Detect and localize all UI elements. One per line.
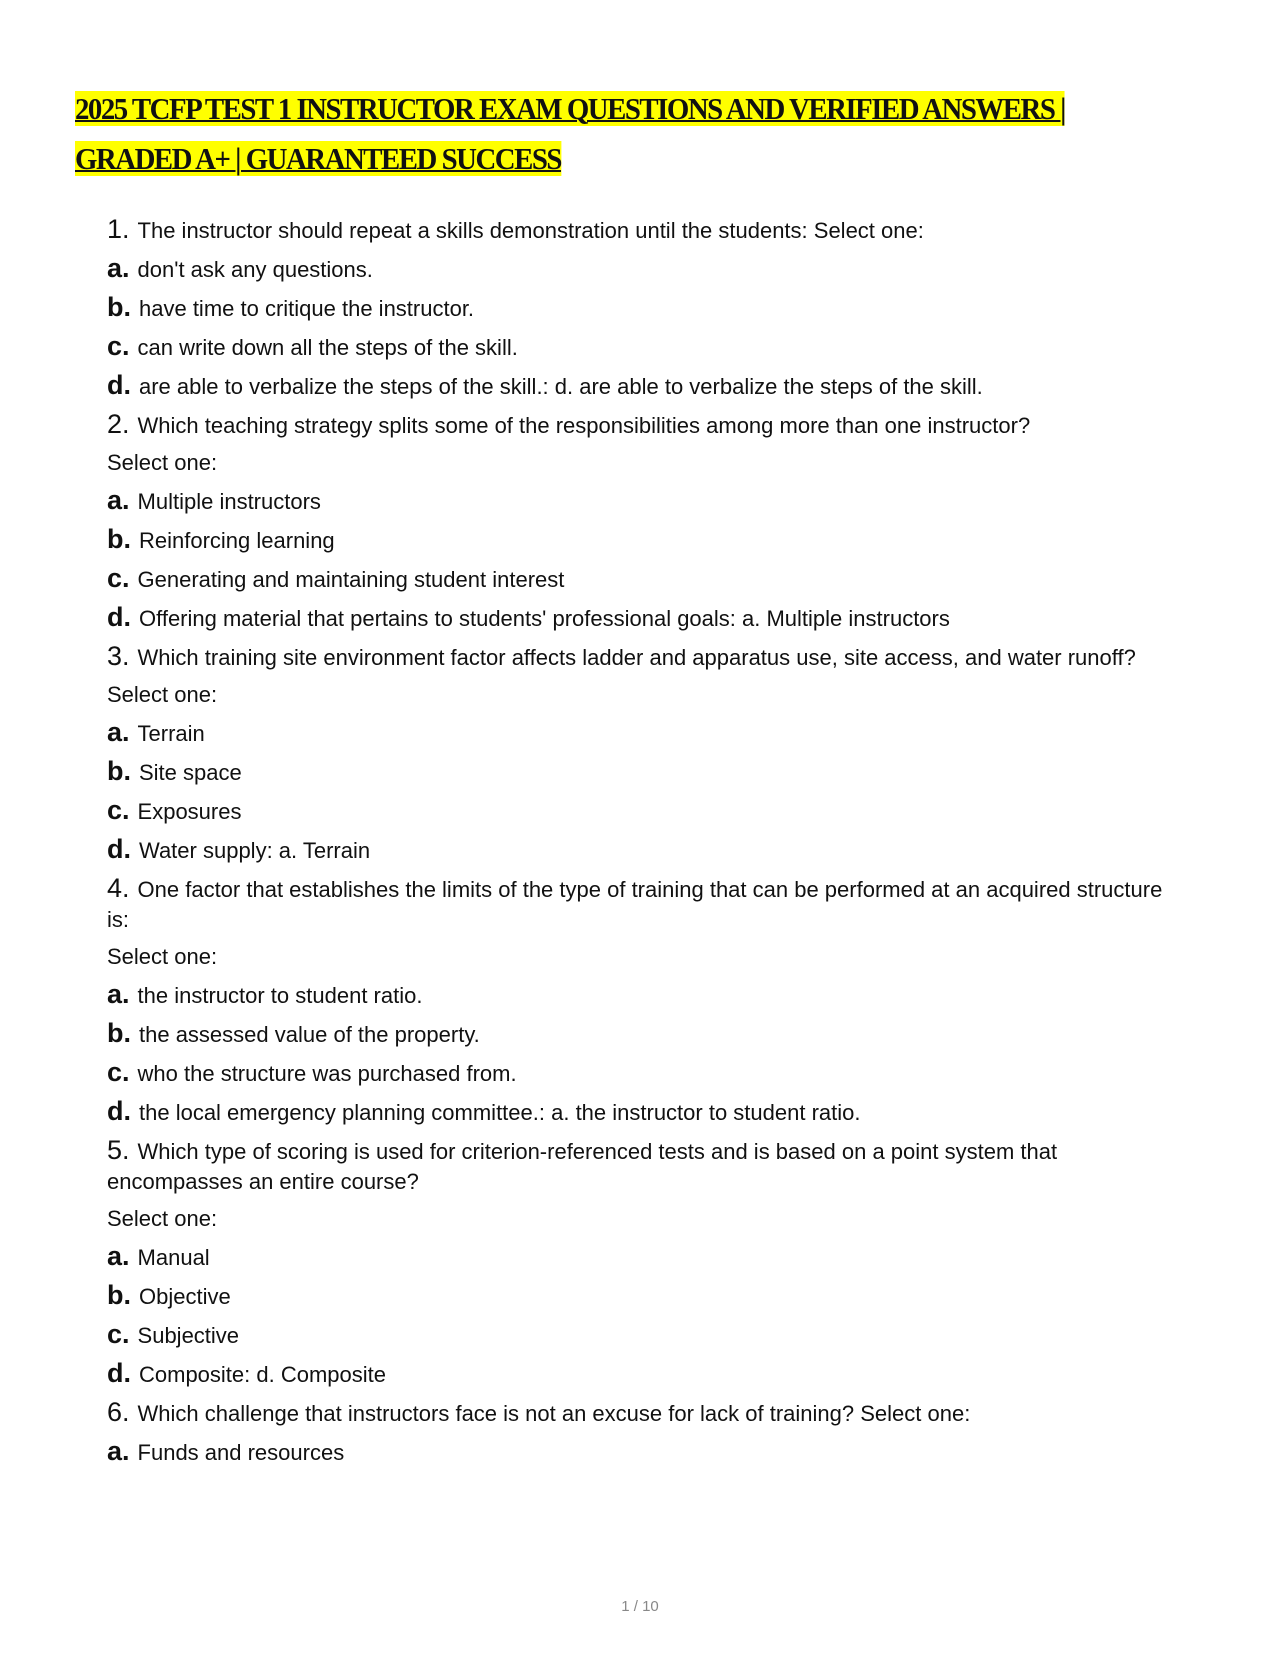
- option-letter: b.: [107, 756, 131, 786]
- question-text: [107, 214, 1167, 246]
- option-letter: d.: [107, 834, 131, 864]
- option-text: Subjective: [137, 1323, 240, 1348]
- option-text: Offering material that pertains to students' professional goals: a. Multiple instructors: [139, 606, 950, 631]
- select-one-label: Select one:: [107, 944, 218, 969]
- question-number: 5.: [107, 1135, 130, 1165]
- answer-option: [107, 1436, 1167, 1468]
- question-number: 2.: [107, 409, 130, 439]
- option-text: Objective: [139, 1284, 231, 1309]
- option-text: Manual: [137, 1245, 210, 1270]
- question-text: [107, 1135, 1167, 1197]
- answer-option: [107, 1057, 1167, 1089]
- answer-option: [107, 292, 1167, 324]
- option-letter: d.: [107, 1358, 131, 1388]
- question-text: [107, 873, 1167, 935]
- option-text: have time to critique the instructor.: [139, 296, 475, 321]
- option-letter: d.: [107, 1096, 131, 1126]
- answer-option: [107, 253, 1167, 285]
- answer-option: [107, 602, 1167, 634]
- option-letter: c.: [107, 795, 130, 825]
- option-text: Funds and resources: [137, 1440, 345, 1465]
- answer-option: [107, 331, 1167, 363]
- option-letter: c.: [107, 1319, 130, 1349]
- option-letter: a.: [107, 1241, 130, 1271]
- option-letter: b.: [107, 1280, 131, 1310]
- title-line-2: GRADED A+ | GUARANTEED SUCCESS: [75, 141, 561, 176]
- option-letter: a.: [107, 1436, 130, 1466]
- option-letter: d.: [107, 602, 131, 632]
- question-stem: Which teaching strategy splits some of the responsibilities among more than one instructor?: [137, 413, 1031, 438]
- option-text: Water supply: a. Terrain: [139, 838, 371, 863]
- title-line-1: 2025 TCFP TEST 1 INSTRUCTOR EXAM QUESTIONS AND VERIFIED ANSWERS |: [75, 91, 1065, 126]
- option-letter: d.: [107, 370, 131, 400]
- question-stem: Which challenge that instructors face is not an excuse for lack of training? Select one:: [137, 1401, 971, 1426]
- option-text: the assessed value of the property.: [139, 1022, 480, 1047]
- option-text: the instructor to student ratio.: [137, 983, 423, 1008]
- option-letter: a.: [107, 485, 130, 515]
- option-letter: a.: [107, 253, 130, 283]
- option-text: who the structure was purchased from.: [137, 1061, 517, 1086]
- question-number: 4.: [107, 873, 130, 903]
- answer-option: [107, 979, 1167, 1011]
- option-text: don't ask any questions.: [137, 257, 373, 282]
- answer-option: [107, 756, 1167, 788]
- option-text: Site space: [139, 760, 242, 785]
- question-stem: Which type of scoring is used for criterion-referenced tests and is based on a point system that encompasses an entire course?: [107, 1139, 1058, 1194]
- answer-option: [107, 524, 1167, 556]
- question-stem: The instructor should repeat a skills demonstration until the students: Select one:: [137, 218, 924, 243]
- answer-option: [107, 834, 1167, 866]
- answer-option: [107, 485, 1167, 517]
- question-text: [107, 1397, 1167, 1429]
- option-letter: c.: [107, 1057, 130, 1087]
- answer-option: [107, 1319, 1167, 1351]
- option-letter: b.: [107, 524, 131, 554]
- select-one-label: Select one:: [107, 1206, 218, 1231]
- answer-option: [107, 1241, 1167, 1273]
- option-letter: a.: [107, 979, 130, 1009]
- answer-option: [107, 1096, 1167, 1128]
- option-text: are able to verbalize the steps of the skill.: d. are able to verbalize the steps of the skill.: [139, 374, 983, 399]
- option-letter: c.: [107, 331, 130, 361]
- question-number: 3.: [107, 641, 130, 671]
- option-letter: b.: [107, 1018, 131, 1048]
- select-one-label: Select one:: [107, 450, 218, 475]
- option-text: Generating and maintaining student interest: [137, 567, 565, 592]
- document-title: [75, 84, 1117, 184]
- question-stem: One factor that establishes the limits of the type of training that can be performed at an acquired structure is:: [107, 877, 1163, 932]
- select-one-label: Select one:: [107, 682, 218, 707]
- question-number: 6.: [107, 1397, 130, 1427]
- answer-option: [107, 795, 1167, 827]
- answer-option: [107, 370, 1167, 402]
- question-stem: Which training site environment factor affects ladder and apparatus use, site access, and water runoff?: [137, 645, 1136, 670]
- question-text: [107, 641, 1167, 673]
- page-number: 1 / 10: [621, 1598, 659, 1615]
- option-letter: b.: [107, 292, 131, 322]
- question-list: [107, 214, 1167, 1475]
- option-text: Reinforcing learning: [139, 528, 335, 553]
- option-text: Multiple instructors: [137, 489, 321, 514]
- option-text: the local emergency planning committee.: a. the instructor to student ratio.: [139, 1100, 861, 1125]
- answer-option: [107, 1018, 1167, 1050]
- option-letter: c.: [107, 563, 130, 593]
- answer-option: [107, 1358, 1167, 1390]
- question-text: [107, 409, 1167, 441]
- answer-option: [107, 1280, 1167, 1312]
- option-letter: a.: [107, 717, 130, 747]
- option-text: Composite: d. Composite: [139, 1362, 386, 1387]
- answer-option: [107, 563, 1167, 595]
- option-text: Exposures: [137, 799, 242, 824]
- option-text: can write down all the steps of the skill.: [137, 335, 518, 360]
- option-text: Terrain: [137, 721, 205, 746]
- answer-option: [107, 717, 1167, 749]
- question-number: 1.: [107, 214, 130, 244]
